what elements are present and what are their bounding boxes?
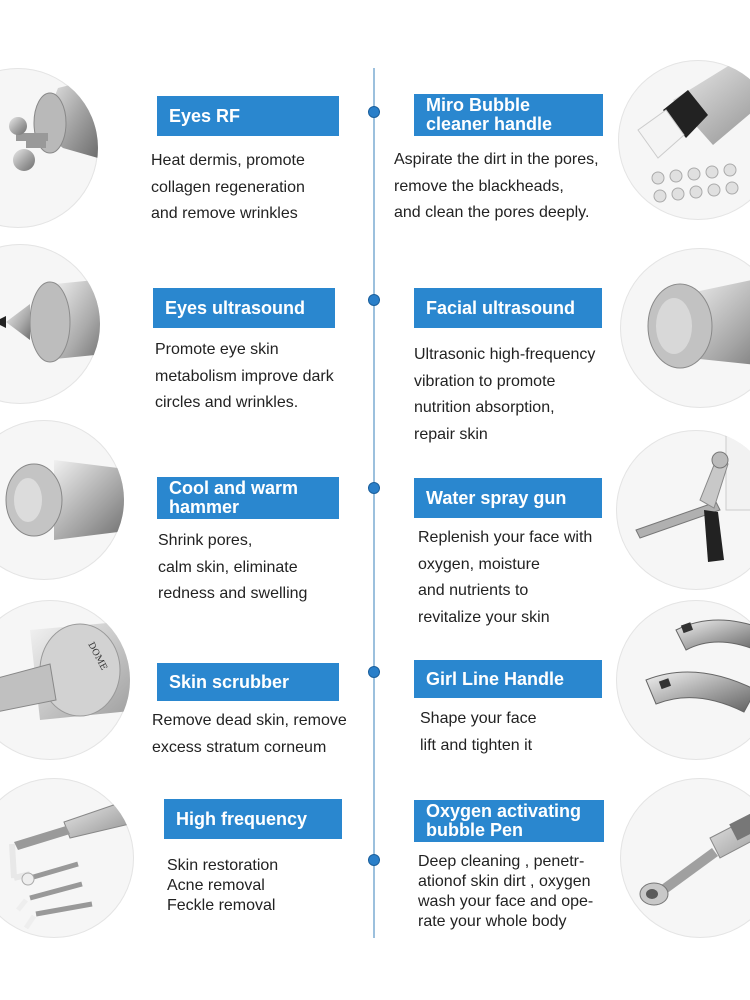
micro-bubble-handle-icon [618, 60, 750, 220]
eyes-rf-handpiece-icon [0, 68, 98, 228]
eyes-rf-title: Eyes RF [157, 96, 339, 136]
micro-bubble-title: Miro Bubble cleaner handle [414, 94, 603, 136]
cool-warm-hammer-title: Cool and warm hammer [157, 477, 339, 519]
skin-scrubber-icon [0, 600, 130, 760]
high-frequency-description: Skin restoration Acne removal Feckle removal [167, 857, 279, 914]
timeline-dot [368, 294, 380, 306]
water-spray-gun-description: Replenish your face with oxygen, moisture and nutrients to revitalize your skin [418, 529, 593, 626]
girl-line-handle-description: Shape your face lift and tighten it [420, 710, 537, 754]
high-frequency-wand-icon [0, 778, 134, 938]
timeline-line [373, 68, 375, 938]
timeline-dot [368, 666, 380, 678]
facial-ultrasound-title: Facial ultrasound [414, 288, 602, 328]
cool-warm-hammer-icon [0, 420, 124, 580]
oxygen-bubble-pen-icon [620, 778, 750, 938]
eyes-ultrasound-handpiece-icon [0, 244, 100, 404]
scrubber-brand-text: DOME [85, 640, 109, 673]
facial-ultrasound-description: Ultrasonic high-frequency vibration to promote nutrition absorption, repair skin [414, 346, 596, 443]
water-spray-gun-title: Water spray gun [414, 478, 602, 518]
facial-ultrasound-handpiece-icon [620, 248, 750, 408]
girl-line-handle-title: Girl Line Handle [414, 660, 602, 698]
oxygen-bubble-pen-title: Oxygen activating bubble Pen [414, 800, 604, 842]
eyes-ultrasound-description: Promote eye skin metabolism improve dark circles and wrinkles. [155, 341, 334, 411]
eyes-ultrasound-title: Eyes ultrasound [153, 288, 335, 328]
timeline-dot [368, 482, 380, 494]
micro-bubble-description: Aspirate the dirt in the pores, remove the blackheads, and clean the pores deeply. [394, 151, 599, 221]
spray-gun-icon [616, 430, 750, 590]
skin-scrubber-description: Remove dead skin, remove excess stratum corneum [152, 712, 347, 756]
eyes-rf-description: Heat dermis, promote collagen regeneration and remove wrinkles [151, 152, 305, 222]
timeline-dot [368, 854, 380, 866]
skin-scrubber-title: Skin scrubber [157, 663, 339, 701]
oxygen-bubble-pen-description: Deep cleaning , penetr- ationof skin dirt , oxygen wash your face and ope- rate your whole body [418, 853, 594, 930]
timeline-dot [368, 106, 380, 118]
cool-warm-hammer-description: Shrink pores, calm skin, eliminate redness and swelling [158, 532, 308, 602]
gua-sha-handle-icon [616, 600, 750, 760]
high-frequency-title: High frequency [164, 799, 342, 839]
